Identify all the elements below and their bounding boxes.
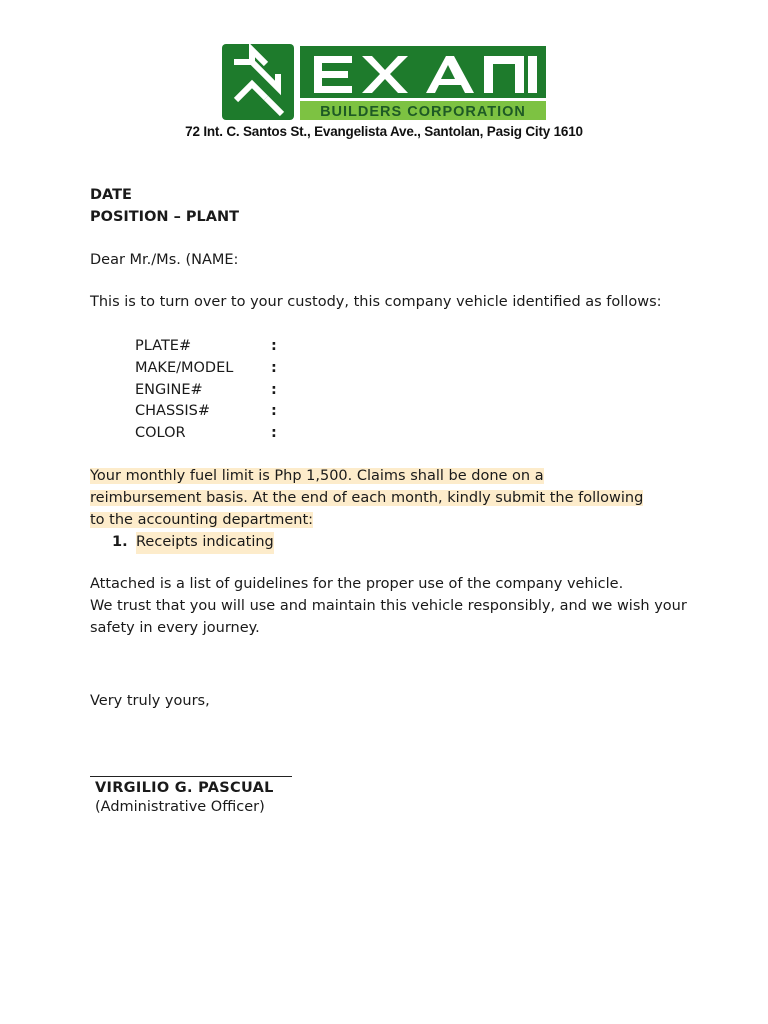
position-heading: POSITION – PLANT (90, 209, 240, 225)
salutation: Dear Mr./Ms. (NAME: (90, 252, 239, 268)
list-number: 1. (112, 534, 128, 550)
field-separator: : (271, 338, 277, 354)
list-item (112, 532, 274, 554)
field-label: ENGINE# (135, 381, 203, 398)
intro-paragraph: This is to turn over to your custody, this company vehicle identified as follows: (90, 294, 662, 310)
field-separator: : (271, 425, 277, 442)
attached-paragraph: Attached is a list of guidelines for the proper use of the company vehicle. (90, 576, 624, 592)
field-chassis (135, 401, 291, 423)
field-plate (135, 336, 291, 358)
fuel-line-3: to the accounting department: (90, 511, 314, 528)
field-make-model (135, 358, 291, 380)
date-heading: DATE (90, 187, 132, 203)
company-address: 72 Int. C. Santos St., Evangelista Ave., Santolan, Pasig City 1610 (185, 124, 583, 139)
trust-paragraph: We trust that you will use and maintain this vehicle responsibly, and we wish your safety in every journey. (90, 598, 687, 636)
signatory-title: (Administrative Officer) (95, 799, 265, 815)
field-separator: : (271, 381, 277, 398)
closing-line: Very truly yours, (90, 693, 210, 709)
field-color (135, 423, 291, 445)
fuel-line-2: reimbursement basis. At the end of each month, kindly submit the following (90, 489, 644, 506)
signatory-name: VIRGILIO G. PASCUAL (95, 780, 274, 796)
svg-text:BUILDERS CORPORATION: BUILDERS CORPORATION (320, 104, 526, 120)
list-text: Receipts indicating (136, 532, 274, 554)
company-logo (222, 44, 547, 122)
signature-line (90, 776, 292, 777)
field-label: CHASSIS# (135, 403, 210, 420)
field-engine (135, 380, 291, 402)
fuel-line-1: Your monthly fuel limit is Php 1,500. Claims shall be done on a (90, 468, 544, 484)
field-label: COLOR (135, 425, 186, 442)
vehicle-fields (135, 336, 291, 445)
field-label: MAKE/MODEL (135, 359, 234, 376)
field-separator: : (271, 359, 277, 376)
fuel-paragraph (90, 466, 690, 531)
field-label: PLATE# (135, 338, 192, 354)
field-separator: : (271, 403, 277, 420)
